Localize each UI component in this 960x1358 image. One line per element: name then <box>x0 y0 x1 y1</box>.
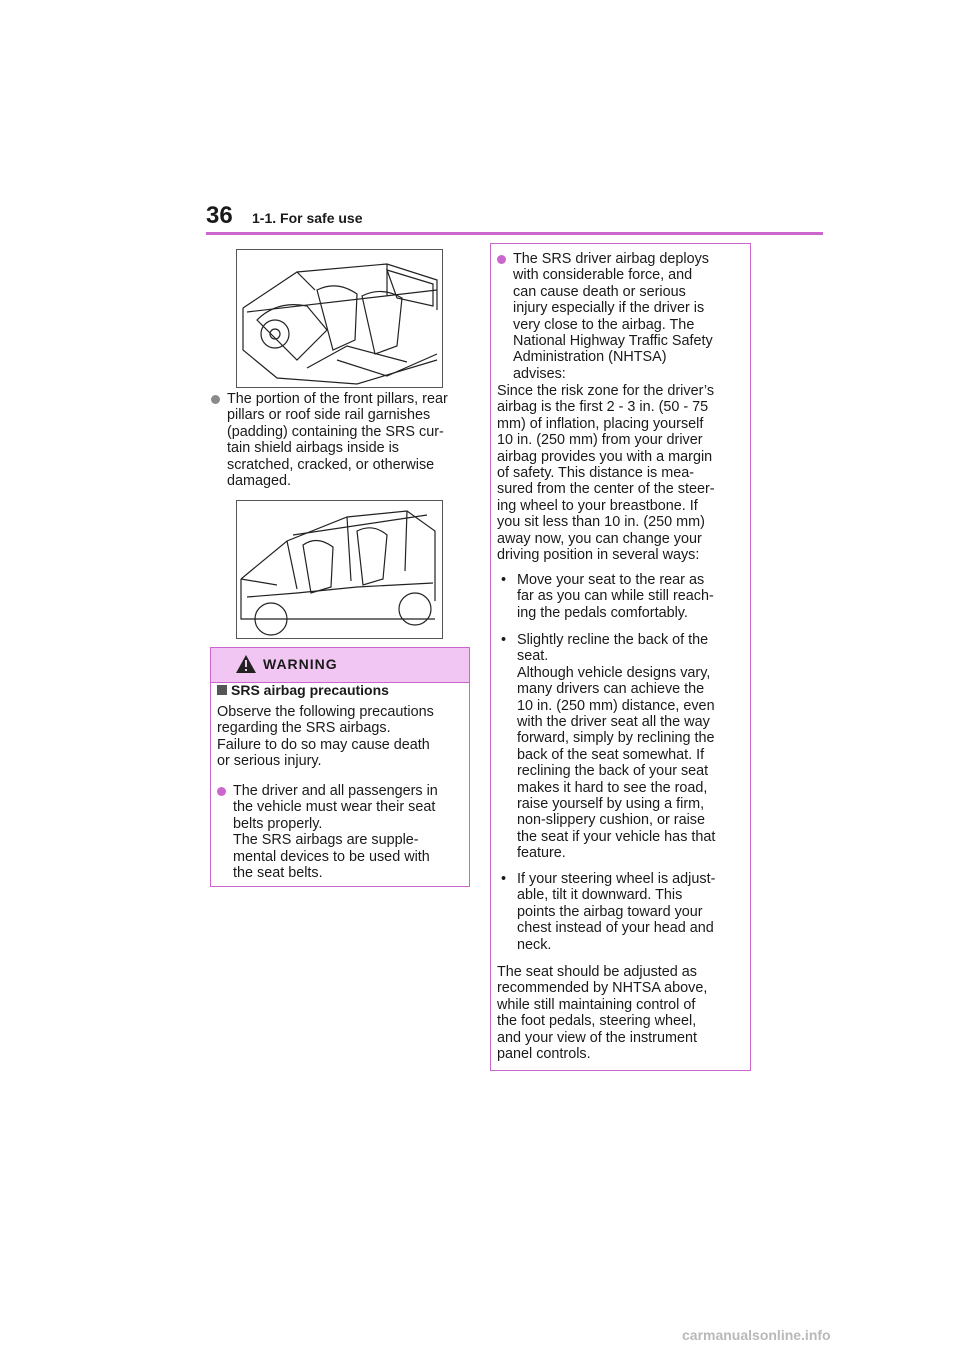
list-marker: • <box>501 632 507 648</box>
bullet-dot <box>497 255 506 264</box>
list-item-text: Move your seat to the rear as far as you can while still reach- ing the pedals comfortably. <box>517 572 714 621</box>
list-item <box>497 572 747 621</box>
list-item-text: If your steering wheel is adjust- able, tilt it downward. This points the airbag toward your chest instead of your head and neck. <box>517 871 716 953</box>
list-marker: • <box>501 871 507 887</box>
bullet-text: The SRS driver airbag deploys with considerable force, and can cause death or serious injury especially if the driver is very close to the airbag. The National Highway Traffic Safety Administration (NHTSA) advises: <box>513 251 713 382</box>
bullet-text: The portion of the front pillars, rear pillars or roof side rail garnishes (padding) containing the SRS cur- tain shield airbags inside is scratched, cracked, or otherwise damaged. <box>227 391 448 490</box>
footer-watermark[interactable]: carmanualsonline.info <box>682 1327 831 1343</box>
square-bullet-icon <box>217 685 227 695</box>
suv-side-cutaway-icon <box>237 501 442 638</box>
risk-zone-paragraph: Since the risk zone for the driver’s airbag is the first 2 - 3 in. (50 - 75 mm) of inflation, placing yourself 10 in. (250 mm) from your driver airbag provides you with a margin of safety. This distance is mea- sured from the center of the steer- ing wheel to your breastbone. If you sit less than 10 in. (250 mm) away now, you can change your driving position in several ways: <box>497 383 715 564</box>
section-title: 1-1. For safe use <box>252 210 363 226</box>
nhtsa-paragraph: The seat should be adjusted as recommended by NHTSA above, while still maintaining control of the foot pedals, steering wheel, and your view of the instrument panel controls. <box>497 964 708 1063</box>
header-rule <box>206 232 823 235</box>
warning-bullet-seatbelts <box>211 783 469 881</box>
driver-airbag-box <box>490 243 751 1071</box>
bullet-dot <box>211 395 220 404</box>
right-bullet-driver-airbag <box>491 251 749 382</box>
warning-box <box>210 647 470 887</box>
interior-front-airbag-illustration <box>236 249 443 388</box>
page-header <box>206 0 826 236</box>
list-marker: • <box>501 572 507 588</box>
warning-header <box>211 648 469 683</box>
left-bullet-pillars <box>211 391 469 489</box>
warning-intro: Observe the following precautions regarding the SRS airbags. Failure to do so may cause death or serious injury. <box>217 704 434 770</box>
list-item-text: Slightly recline the back of the seat. Although vehicle designs vary, many drivers can achieve the 10 in. (250 mm) distance, even with the driver seat all the way forward, simply by reclining the back of the seat somewhat. If reclining the back of your seat makes it hard to see the road, raise yourself by using a firm, non-slippery cushion, or raise the seat if your vehicle has that feature. <box>517 632 716 862</box>
warning-subtitle <box>217 682 389 698</box>
warning-triangle-icon <box>235 654 257 674</box>
list-item <box>497 871 747 953</box>
car-interior-cutaway-icon <box>237 250 442 387</box>
bullet-dot <box>217 787 226 796</box>
curtain-airbag-illustration <box>236 500 443 639</box>
warning-subtitle-text: SRS airbag precautions <box>231 682 389 698</box>
bullet-text: The driver and all passengers in the vehicle must wear their seat belts properly. The SRS airbags are supple- mental devices to be used with the seat belts. <box>233 783 438 882</box>
warning-label: WARNING <box>263 656 338 672</box>
page-number: 36 <box>206 202 233 229</box>
list-item <box>497 632 747 862</box>
